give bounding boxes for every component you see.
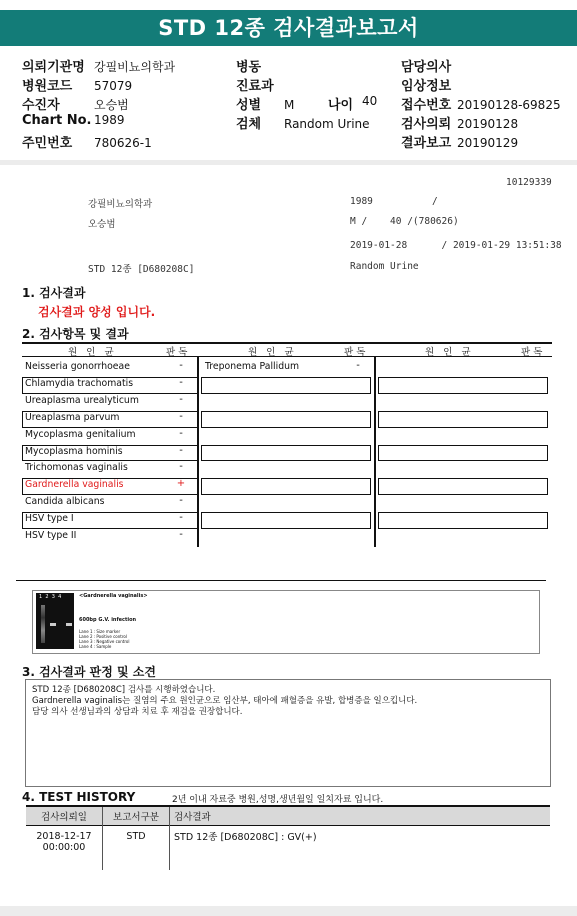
result-sign: - xyxy=(179,376,183,388)
section-3-title: 3. 검사결과 판정 및 소견 xyxy=(22,665,156,679)
table-bottom-rule xyxy=(16,580,546,581)
info-chart: 1989 xyxy=(350,196,373,207)
history-note: 2년 이내 자료중 병원,성명,생년월일 일치자료 입니다. xyxy=(172,795,384,805)
gel-legend-item: Lane 2 : Positive control xyxy=(79,634,127,639)
result-sign: + xyxy=(176,478,186,490)
header-divider xyxy=(0,160,577,165)
result-sign: - xyxy=(179,512,183,524)
gel-band-2 xyxy=(50,623,56,626)
result-sign: - xyxy=(179,461,183,473)
result-pathogen: Mycoplasma genitalium xyxy=(25,428,136,440)
history-row xyxy=(26,826,550,870)
header-field-label: 병원코드 xyxy=(22,79,73,94)
result-sign: - xyxy=(179,495,183,507)
opinion-line: Gardnerella vaginalis는 질염의 주요 원인균으로 임산부, 태아에 패혈증을 유발, 합병증을 일으킵니다. xyxy=(32,696,418,706)
header-field-label: 수진자 xyxy=(22,98,60,113)
header-field xyxy=(236,75,406,94)
header-field xyxy=(401,94,576,113)
result-pathogen: Chlamydia trachomatis xyxy=(25,377,134,389)
column-divider xyxy=(374,357,376,547)
result-sign: - xyxy=(179,360,183,371)
gel-image xyxy=(36,593,74,649)
positive-result: 검사결과 양성 입니다. xyxy=(38,305,156,319)
info-slash: / xyxy=(432,196,438,207)
result-sign: - xyxy=(179,427,183,439)
history-date: 2018-12-17 xyxy=(36,831,92,842)
info-specimen: Random Urine xyxy=(350,261,419,272)
header-field-value: 57079 xyxy=(94,79,133,93)
header-field-value: 20190129 xyxy=(457,136,519,150)
empty-row-box xyxy=(201,445,371,462)
header-field xyxy=(401,113,576,132)
gel-legend-item: Lane 3 : Negative control xyxy=(79,639,130,644)
header-field xyxy=(22,113,222,132)
result-sign: - xyxy=(179,393,183,405)
header-field-value: Random Urine xyxy=(284,117,370,131)
header-field xyxy=(236,94,406,113)
result-sign: - xyxy=(179,444,183,456)
info-sexage: M / 40 /(780626) xyxy=(350,216,459,227)
header-field xyxy=(22,56,222,75)
header-col1 xyxy=(22,56,222,151)
header-field xyxy=(236,56,406,75)
header-field-value: 1989 xyxy=(94,113,125,127)
report-title: STD 12종 검사결과보고서 xyxy=(0,10,577,46)
page-footer-band xyxy=(0,906,577,916)
empty-row-box xyxy=(201,411,371,428)
header-col3 xyxy=(401,56,576,151)
info-hospital: 강필비뇨의학과 xyxy=(88,199,153,210)
gel-title: <Gardnerella vaginalis> xyxy=(79,593,148,599)
result-sign: - xyxy=(356,360,360,371)
header-field-label: 결과보고 xyxy=(401,136,452,151)
gel-legend xyxy=(79,629,129,649)
age-value: 40 xyxy=(362,94,378,108)
gel-band-4 xyxy=(66,623,72,626)
header-field-label: 병동 xyxy=(236,60,262,75)
history-result: STD 12종 [D680208C] : GV(+) xyxy=(170,826,551,870)
result-pathogen: Gardnerella vaginalis xyxy=(25,479,124,491)
section-2-title: 2. 검사항목 및 결과 xyxy=(22,327,129,341)
empty-row-box xyxy=(201,377,371,394)
empty-row-box xyxy=(378,445,548,462)
header-field-label: 진료과 xyxy=(236,79,274,94)
empty-row-box xyxy=(378,478,548,495)
header-field-value: 오승범 xyxy=(94,98,129,112)
info-test-name: STD 12종 [D680208C] xyxy=(88,264,195,275)
header-field-value: 20190128-69825 xyxy=(457,98,561,112)
header-pathogen-2: 원 인 균 xyxy=(248,347,294,358)
accession-code: 10129339 xyxy=(506,177,552,188)
result-pathogen: HSV type II xyxy=(25,530,77,541)
header-field-value: M xyxy=(284,98,295,112)
header-pathogen-3: 원 인 균 xyxy=(425,347,471,358)
empty-row-box xyxy=(201,512,371,529)
opinion-box xyxy=(25,679,551,787)
result-sign: - xyxy=(179,529,183,540)
gel-band-label: 600bp G.V. infection xyxy=(79,617,137,623)
history-header-date: 검사의뢰일 xyxy=(26,806,103,826)
header-field-value: 780626-1 xyxy=(94,136,152,150)
opinion-line: STD 12종 [D680208C] 검사를 시행하였습니다. xyxy=(32,685,216,695)
result-pathogen: Trichomonas vaginalis xyxy=(25,462,128,474)
gel-lane-numbers: 1 2 3 4 xyxy=(39,594,62,600)
result-pathogen: Treponema Pallidum xyxy=(205,361,300,372)
history-header-result: 검사결과 xyxy=(174,812,211,823)
header-field-value: 20190128 xyxy=(457,117,519,131)
header-field-label: 접수번호 xyxy=(401,98,452,113)
header-field xyxy=(401,56,576,75)
history-header-type: 보고서구분 xyxy=(103,806,170,826)
result-pathogen: Neisseria gonorrhoeae xyxy=(25,361,130,372)
result-pathogen: Ureaplasma parvum xyxy=(25,411,120,423)
history-type: STD xyxy=(103,826,170,870)
gel-legend-item: Lane 1 : Size marker xyxy=(79,629,121,634)
opinion-line: 담당 의사 선생님과의 상담과 치료 후 재검을 권장합니다. xyxy=(32,707,243,717)
section-1-title: 1. 검사결과 xyxy=(22,286,86,300)
empty-row-box xyxy=(378,411,548,428)
header-field-label: 검체 xyxy=(236,117,262,132)
header-field-label: 검사의뢰 xyxy=(401,117,452,132)
section-4-title: 4. TEST HISTORY xyxy=(22,790,136,804)
header-field xyxy=(236,113,406,132)
empty-row-box xyxy=(378,512,548,529)
result-sign: - xyxy=(179,410,183,422)
gel-figure xyxy=(32,590,540,654)
header-field-label: Chart No. xyxy=(22,113,92,128)
info-patient: 오승범 xyxy=(88,219,116,230)
header-col2 xyxy=(236,56,406,132)
history-table xyxy=(26,805,550,870)
header-field-label: 임상정보 xyxy=(401,79,452,94)
header-field xyxy=(401,132,576,151)
header-judge-1: 판 독 xyxy=(166,347,188,358)
header-judge-2: 판 독 xyxy=(344,347,366,358)
result-pathogen: HSV type I xyxy=(25,513,74,525)
header-field xyxy=(22,94,222,113)
header-judge-3: 판 독 xyxy=(521,347,543,358)
header-field xyxy=(22,75,222,94)
header-field-label: 담당의사 xyxy=(401,60,452,75)
info-dates: 2019-01-28 / 2019-01-29 13:51:38 xyxy=(350,240,562,251)
header-pathogen-1: 원 인 균 xyxy=(68,347,114,358)
gel-band-1 xyxy=(41,605,45,643)
history-time: 00:00:00 xyxy=(42,842,86,853)
result-pathogen: Candida albicans xyxy=(25,496,105,508)
header-field-label: 성별 xyxy=(236,98,262,113)
header-field-value: 강필비뇨의학과 xyxy=(94,60,176,74)
empty-row-box xyxy=(378,377,548,394)
gel-legend-item: Lane 4 : Sample xyxy=(79,644,112,649)
header-field xyxy=(22,132,222,151)
header-field xyxy=(401,75,576,94)
header-field-label: 의뢰기관명 xyxy=(22,60,85,75)
empty-row-box xyxy=(201,478,371,495)
age-label: 나이 xyxy=(328,98,354,113)
result-pathogen: Mycoplasma hominis xyxy=(25,445,123,457)
result-pathogen: Ureaplasma urealyticum xyxy=(25,394,139,406)
header-field-label: 주민번호 xyxy=(22,136,73,151)
